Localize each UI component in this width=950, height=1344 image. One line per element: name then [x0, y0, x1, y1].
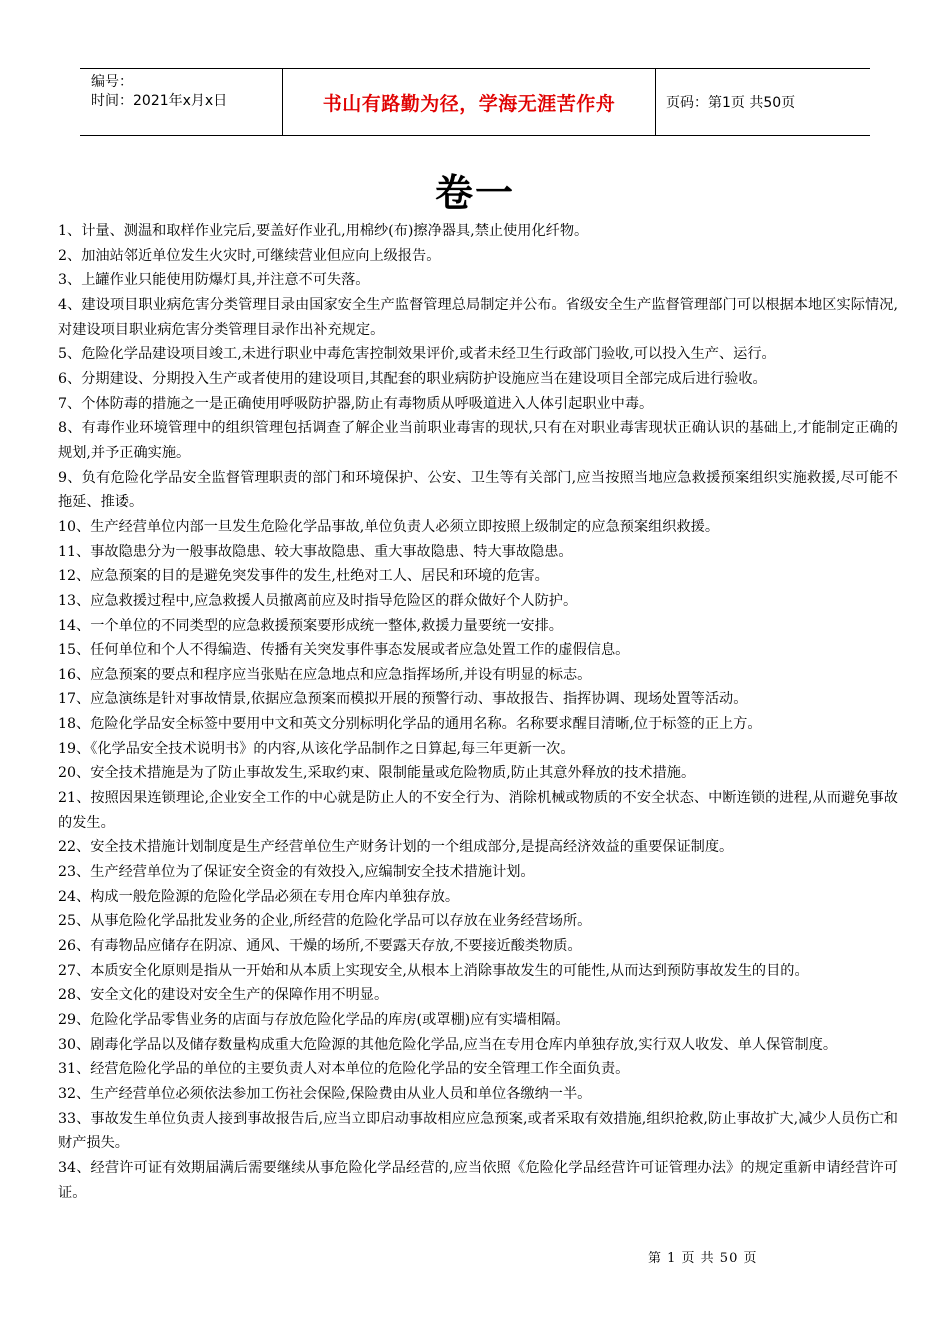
list-item: 3、上罐作业只能使用防爆灯具,并注意不可失落。: [58, 272, 370, 289]
list-item: 23、生产经营单位为了保证安全资金的有效投入,应编制安全技术措施计划。: [58, 864, 535, 881]
list-item: 32、生产经营单位必须依法参加工伤社会保险,保险费由从业人员和单位各缴纳一半。: [58, 1085, 592, 1102]
list-item: 13、应急救援过程中,应急救援人员撤离前应及时指导危险区的群众做好个人防护。: [58, 592, 578, 609]
list-item: 25、从事危险化学品批发业务的企业,所经营的危险化学品可以存放在业务经营场所。: [58, 913, 592, 930]
list-item: 20、安全技术措施是为了防止事故发生,采取约束、限制能量或危险物质,防止其意外释放的技术措施。: [58, 765, 696, 782]
list-item: 10、生产经营单位内部一旦发生危险化学品事故,单位负责人必须立即按照上级制定的应急预案组织救援。: [58, 518, 720, 535]
page-title: 卷一: [434, 170, 515, 215]
list-item: 12、应急预案的目的是避免突发事件的发生,杜绝对工人、居民和环境的危害。: [58, 568, 549, 585]
list-item: 6、分期建设、分期投入生产或者使用的建设项目,其配套的职业病防护设施应当在建设项目全部完成后进行验收。: [58, 370, 767, 387]
list-item: 19、《化学品安全技术说明书》的内容,从该化学品制作之日算起,每三年更新一次。: [58, 740, 575, 757]
list-item: 4、建设项目职业病危害分类管理目录由国家安全生产监督管理总局制定并公布。省级安全生产监督管理部门可以根据本地区实际情况,对建设项目职业病危害分类管理目录作出补充规定。: [58, 296, 898, 338]
header-page-info: 页码：第1页 共50页: [666, 95, 796, 111]
list-item: 7、个体防毒的措施之一是正确使用呼吸防护器,防止有毒物质从呼吸道进入人体引起职业中毒。: [58, 395, 654, 412]
list-item: 29、危险化学品零售业务的店面与存放危险化学品的库房(或罩棚)应有实墙相隔。: [58, 1012, 570, 1028]
list-item: 24、构成一般危险源的危险化学品必须在专用仓库内单独存放。: [58, 888, 460, 905]
question-list: [58, 219, 898, 1205]
list-item: 17、应急演练是针对事故情景,依据应急预案而模拟开展的预警行动、事故报告、指挥协调、现场处置等活动。: [58, 691, 748, 708]
list-item: 1、计量、测温和取样作业完后,要盖好作业孔,用棉纱(布)擦净器具,禁止使用化纤物。: [58, 223, 589, 239]
header-motto: 书山有路勤为径，学海无涯苦作舟: [282, 69, 656, 135]
list-item: 5、危险化学品建设项目竣工,未进行职业中毒危害控制效果评价,或者未经卫生行政部门验收,可以投入生产、运行。: [58, 346, 776, 363]
list-item: 22、安全技术措施计划制度是生产经营单位生产财务计划的一个组成部分,是提高经济效益的重要保证制度。: [58, 839, 734, 856]
list-item: 18、危险化学品安全标签中要用中文和英文分别标明化学品的通用名称。名称要求醒目清晰,位于标签的正上方。: [58, 716, 762, 733]
list-item: 27、本质安全化原则是指从一开始和从本质上实现安全,从根本上消除事故发生的可能性,从而达到预防事故发生的目的。: [58, 962, 809, 979]
header-meta: [80, 69, 282, 135]
list-item: 8、有毒作业环境管理中的组织管理包括调查了解企业当前职业毒害的现状,只有在对职业毒害现状正确认识的基础上,才能制定正确的规划,并予正确实施。: [58, 420, 898, 461]
list-item: 33、事故发生单位负责人接到事故报告后,应当立即启动事故相应应急预案,或者采取有效措施,组织抢救,防止事故扩大,减少人员伤亡和财产损失。: [58, 1110, 898, 1152]
list-item: 15、任何单位和个人不得编造、传播有关突发事件事态发展或者应急处置工作的虚假信息。: [58, 642, 630, 659]
list-item: 2、加油站邻近单位发生火灾时,可继续营业但应向上级报告。: [58, 247, 441, 264]
page-footer: 第 1 页 共 50 页: [648, 1251, 758, 1266]
document-date-label: 时间：2021年x月x日: [91, 93, 228, 109]
list-item: 11、事故隐患分为一般事故隐患、较大事故隐患、重大事故隐患、特大事故隐患。: [58, 543, 573, 560]
page-header: [80, 68, 870, 136]
list-item: 14、一个单位的不同类型的应急救援预案要形成统一整体,救援力量要统一安排。: [58, 617, 563, 634]
list-item: 30、剧毒化学品以及储存数量构成重大危险源的其他危险化学品,应当在专用仓库内单独存放,实行双人收发、单人保管制度。: [58, 1036, 838, 1053]
list-item: 34、经营许可证有效期届满后需要继续从事危险化学品经营的,应当依照《危险化学品经营许可证管理办法》的规定重新申请经营许可证。: [58, 1159, 898, 1201]
list-item: 16、应急预案的要点和程序应当张贴在应急地点和应急指挥场所,并设有明显的标志。: [58, 666, 592, 683]
list-item: 21、按照因果连锁理论,企业安全工作的中心就是防止人的不安全行为、消除机械或物质的不安全状态、中断连锁的进程,从而避免事故的发生。: [58, 790, 898, 831]
list-item: 9、负有危险化学品安全监督管理职责的部门和环境保护、公安、卫生等有关部门,应当按照当地应急救援预案组织实施救援,尽可能不拖延、推诿。: [58, 469, 898, 511]
list-item: 26、有毒物品应储存在阴凉、通风、干燥的场所,不要露天存放,不要接近酸类物质。: [58, 938, 582, 955]
list-item: 28、安全文化的建设对安全生产的保障作用不明显。: [58, 987, 389, 1004]
document-number-label: 编号：: [91, 74, 133, 90]
list-item: 31、经营危险化学品的单位的主要负责人对本单位的危险化学品的安全管理工作全面负责。: [58, 1061, 630, 1078]
